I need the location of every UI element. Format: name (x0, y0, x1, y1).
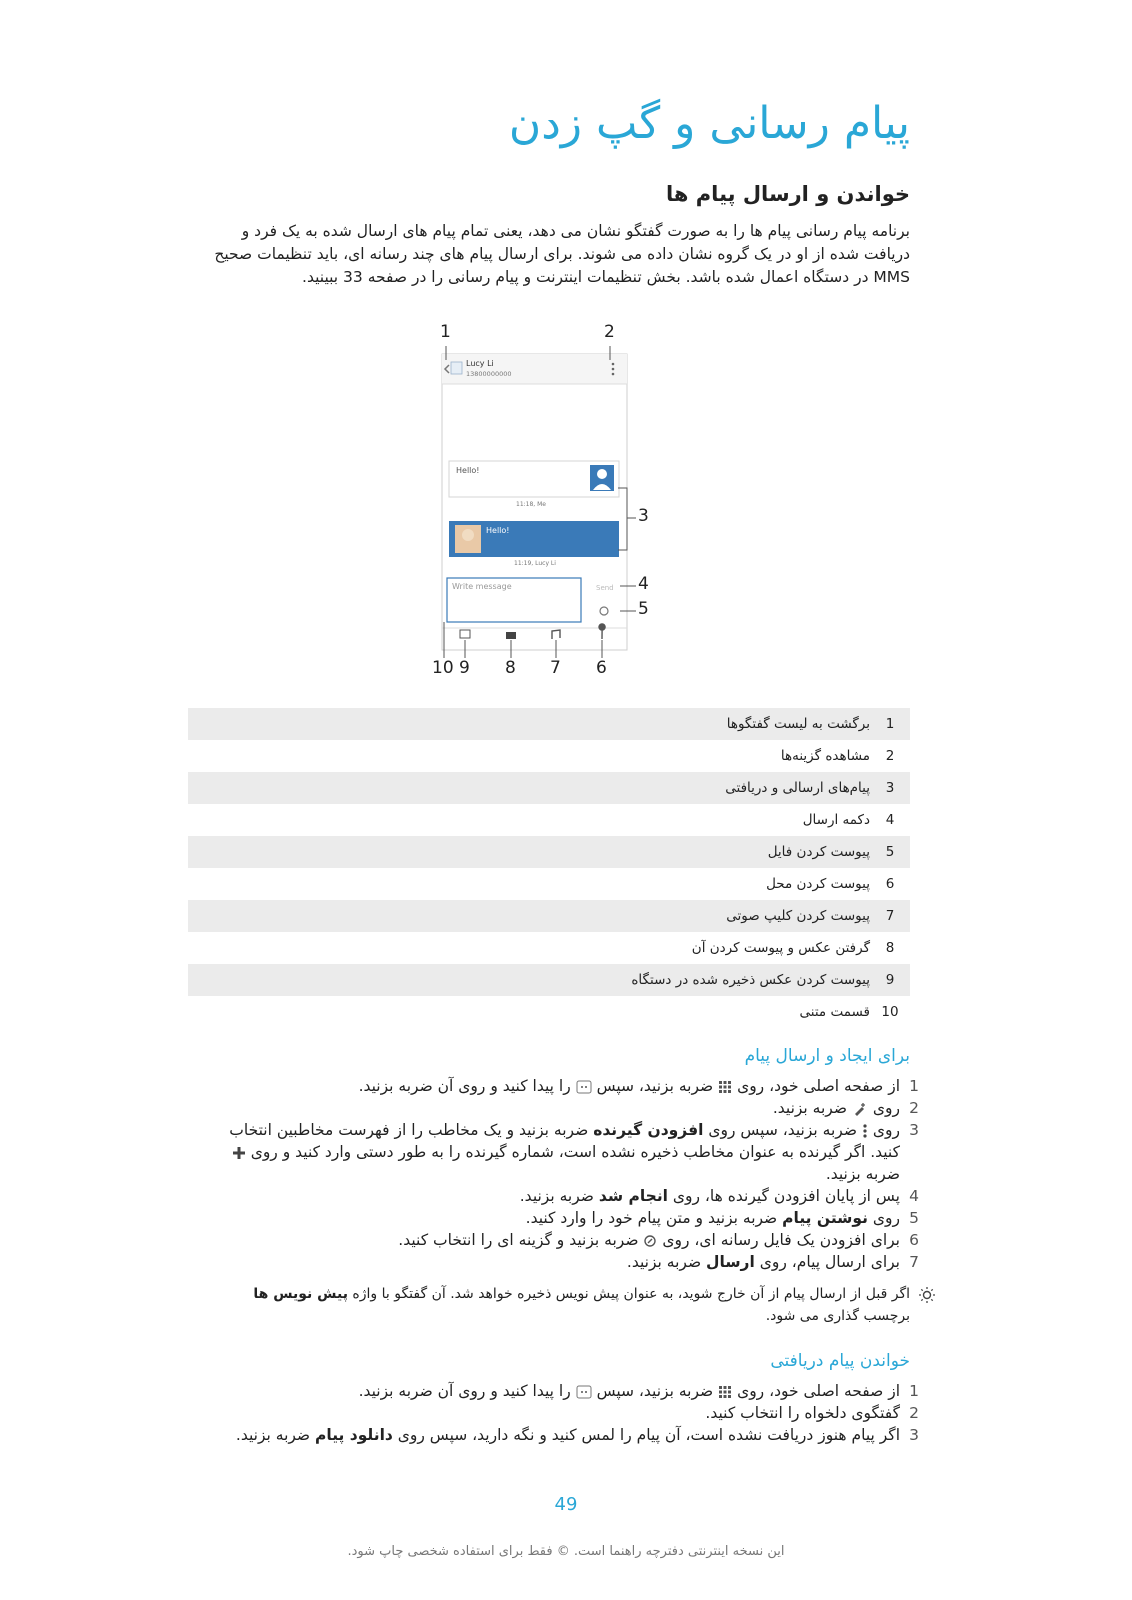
step-text: از صفحه اصلی خود، روی ضربه بزنید، سپس را پیدا کنید و روی آن ضربه بزنید. (358, 1382, 900, 1400)
callout-9: 9 (459, 658, 470, 678)
callout-1: 1 (440, 322, 451, 342)
callout-2: 2 (604, 322, 615, 342)
callout-6: 6 (596, 658, 607, 678)
legend-row (188, 996, 910, 1028)
legend-label: گرفتن عکس و پیوست کردن آن (691, 940, 870, 956)
legend-row (188, 900, 910, 932)
legend-row (188, 964, 910, 996)
legend-number: 6 (885, 876, 895, 892)
step-text: اگر پیام هنوز دریافت نشده است، آن پیام را لمس کنید و نگه دارید، سپس روی دانلود پیام ضربه بزنید. (235, 1426, 900, 1444)
list-item (208, 1119, 928, 1185)
plus-icon (232, 1146, 246, 1160)
messaging-app-icon (576, 1385, 592, 1399)
section-title: خواندن و ارسال پیام ها (666, 182, 910, 206)
legend-row (188, 708, 910, 740)
legend-number: 4 (885, 812, 895, 828)
sent-message-text: Hello! (456, 466, 480, 475)
contact-name: Lucy Li (466, 359, 494, 368)
page-number: 49 (554, 1494, 578, 1515)
step-text: پس از پایان افزودن گیرنده ها، روی انجام شد ضربه بزنید. (519, 1187, 900, 1205)
step-number: 1 (909, 1077, 919, 1095)
step-number: 3 (909, 1121, 919, 1139)
step-text: از صفحه اصلی خود، روی ضربه بزنید، سپس را پیدا کنید و روی آن ضربه بزنید. (358, 1077, 900, 1095)
list-item (208, 1229, 928, 1251)
legend-row (188, 868, 910, 900)
callout-10: 10 (432, 658, 454, 678)
legend-number: 2 (885, 748, 895, 764)
read-message-heading: خواندن پیام دریافتی (770, 1351, 910, 1371)
list-item (208, 1185, 928, 1207)
step-text: برای ارسال پیام، روی ارسال ضربه بزنید. (626, 1253, 900, 1271)
step-number: 1 (909, 1382, 919, 1400)
legend-number: 10 (881, 1004, 899, 1020)
legend-label: پیوست کردن محل (766, 876, 870, 892)
callout-5: 5 (638, 599, 649, 619)
legend-row (188, 804, 910, 836)
legend-row (188, 932, 910, 964)
step-number: 2 (909, 1099, 919, 1117)
create-message-heading: برای ایجاد و ارسال پیام (744, 1046, 910, 1066)
compose-icon (852, 1102, 868, 1116)
messaging-app-icon (576, 1080, 592, 1094)
legend-row (188, 772, 910, 804)
callout-7: 7 (550, 658, 561, 678)
legend-row (188, 740, 910, 772)
footer-note: این نسخه اینترنتی دفترچه راهنما است. © فقط برای استفاده شخصی چاپ شود. (347, 1544, 785, 1559)
attach-icon (643, 1234, 657, 1248)
overflow-menu-icon (862, 1124, 868, 1138)
apps-grid-icon (718, 1080, 732, 1094)
list-item (208, 1251, 928, 1273)
list-item (208, 1424, 928, 1446)
legend-table (188, 708, 910, 1028)
step-number: 2 (909, 1404, 919, 1422)
send-button-label: Send (596, 584, 614, 592)
step-number: 4 (909, 1187, 919, 1205)
list-item (208, 1207, 928, 1229)
step-number: 3 (909, 1426, 919, 1444)
contact-number: 13800000000 (466, 370, 512, 378)
step-text: روی ضربه بزنید، سپس روی افزودن گیرنده ضربه بزنید و یک مخاطب را از فهرست مخاطبین انتخاب کنید. اگر گیرنده به عنوان مخاطب ذخیره نشده است، شماره گیرنده را به طور دستی وارد کنید و روی ضربه بزنید. (229, 1121, 900, 1183)
legend-label: پیوست کردن فایل (767, 844, 870, 860)
list-item (208, 1097, 928, 1119)
step-text: گفتگوی دلخواه را انتخاب کنید. (705, 1404, 900, 1422)
lightbulb-icon (918, 1286, 936, 1304)
step-number: 6 (909, 1231, 919, 1249)
apps-grid-icon (718, 1385, 732, 1399)
messaging-screen-figure (430, 322, 670, 688)
legend-number: 3 (885, 780, 895, 796)
received-message-text: Hello! (486, 526, 510, 535)
legend-label: مشاهده گزینه‌ها (780, 748, 870, 764)
legend-row (188, 836, 910, 868)
tip-paragraph: اگر قبل از ارسال پیام از آن خارج شوید، به عنوان پیش نویس ذخیره خواهد شد. آن گفتگو با واژه پیش نویس ها برچسب گذاری می شود. (253, 1286, 910, 1324)
create-steps-list (208, 1075, 928, 1273)
step-text: روی نوشتن پیام ضربه بزنید و متن پیام خود را وارد کنید. (525, 1209, 900, 1227)
step-text: برای افزودن یک فایل رسانه ای، روی ضربه بزنید و گزینه ای را انتخاب کنید. (398, 1231, 900, 1249)
list-item (208, 1380, 928, 1402)
step-number: 7 (909, 1253, 919, 1271)
legend-label: قسمت متنی (799, 1004, 870, 1020)
callout-8: 8 (505, 658, 516, 678)
legend-label: پیوست کردن کلیپ صوتی (726, 908, 870, 924)
list-item (208, 1075, 928, 1097)
legend-number: 8 (885, 940, 895, 956)
callout-4: 4 (638, 574, 649, 594)
callout-3: 3 (638, 506, 649, 526)
step-text: روی ضربه بزنید. (772, 1099, 900, 1117)
legend-label: برگشت به لیست گفتگوها (726, 716, 870, 732)
legend-label: پیام‌های ارسالی و دریافتی (725, 780, 870, 796)
read-steps-list (208, 1380, 928, 1446)
received-message-meta: 11:19, Lucy Li (514, 560, 556, 567)
intro-paragraph: برنامه پیام رسانی پیام ها را به صورت گفتگو نشان می دهد، یعنی تمام پیام های ارسال شده به یک فرد و دریافت شده از او در یک گروه نشان داده می شوند. برای ارسال پیام های چند رسانه ای، باید تنظیمات صحیح MMS در دستگاه اعمال شده باشد. بخش تنظیمات اینترنت و پیام رسانی را در صفحه 33 ببینید. (214, 222, 910, 286)
legend-label: دکمه ارسال (802, 812, 870, 828)
list-item (208, 1402, 928, 1424)
legend-number: 7 (885, 908, 895, 924)
message-input-placeholder: Write message (452, 582, 512, 591)
legend-number: 1 (885, 716, 895, 732)
step-number: 5 (909, 1209, 919, 1227)
page-title: پیام رسانی و گپ زدن (508, 98, 910, 149)
legend-number: 5 (885, 844, 895, 860)
sent-message-meta: 11:18, Me (516, 501, 546, 508)
legend-label: پیوست کردن عکس ذخیره شده در دستگاه (631, 972, 870, 988)
legend-number: 9 (885, 972, 895, 988)
